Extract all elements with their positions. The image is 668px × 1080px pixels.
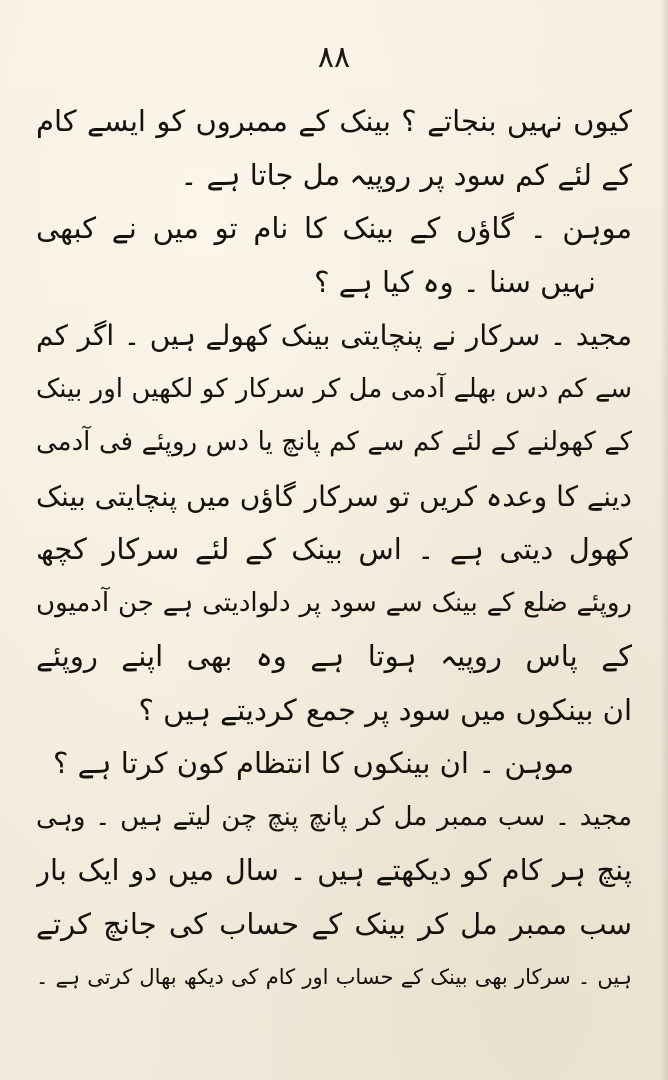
text-line: کیوں نہیں بنجاتے ؟ بینک کے ممبروں کو ایسے کام [36, 104, 632, 138]
text-line: کے کھولنے کے لئے کم سے کم پانچ یا دس روپئے فی آدمی [36, 427, 632, 457]
text-line: ان بینکوں میں سود پر جمع کردیتے ہیں ؟ [138, 692, 632, 727]
text-line: کے لئے کم سود پر روپیہ مل جاتا ہے ۔ [180, 157, 632, 192]
page-number: ۸۸ [317, 40, 351, 75]
page-edge-shadow [660, 0, 668, 1080]
text-line: روپئے ضلع کے بینک سے سود پر دلوادیتی ہے جن آدمیوں [36, 587, 632, 618]
text-line: پنچ ہر کام کو دیکھتے ہیں ۔ سال میں دو ایک بار [36, 853, 632, 887]
text-line: مجید ۔ سرکار نے پنچایتی بینک کھولے ہیں ۔ اگر کم [36, 319, 632, 352]
text-line: مجید ۔ سب ممبر مل کر پانچ پنچ چن لیتے ہیں ۔ وہی [36, 801, 632, 832]
text-line: سے کم دس بھلے آدمی مل کر سرکار کو لکھیں اور بینک [36, 373, 632, 404]
text-line: نہیں سنا ۔ وہ کیا ہے ؟ [314, 264, 596, 299]
text-line: کے پاس روپیہ ہوتا ہے وہ بھی اپنے روپئے [36, 639, 632, 673]
text-line: موہن ۔ گاؤں کے بینک کا نام تو میں نے کبھی [36, 211, 632, 245]
text-line: سب ممبر مل کر بینک کے حساب کی جانچ کرتے [36, 906, 632, 941]
urdu-text-body [36, 95, 632, 1005]
text-line: ہیں ۔ سرکار بھی بینک کے حساب اور کام کی دیکھ بھال کرتی ہے ۔ [36, 965, 632, 989]
text-line: دینے کا وعدہ کریں تو سرکار گاؤں میں پنچایتی بینک [36, 479, 632, 513]
text-line: کھول دیتی ہے ۔ اس بینک کے لئے سرکار کچھ [36, 532, 632, 566]
text-line: موہن ۔ ان بینکوں کا انتظام کون کرتا ہے ؟ [52, 746, 574, 780]
